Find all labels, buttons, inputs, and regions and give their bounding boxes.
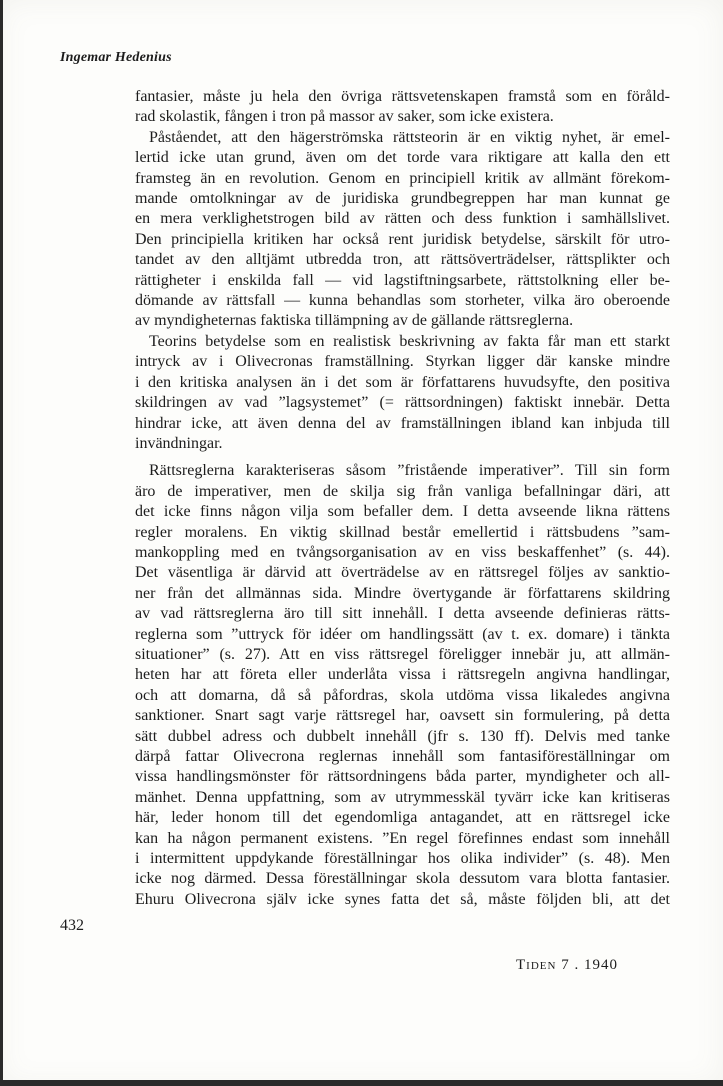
text-line: tandet av den alltjämt utbredda tron, att rättsöverträdelser, rättsplikter och	[135, 251, 670, 269]
scan-edge-left	[0, 0, 3, 1086]
text-line: kan ha någon permanent existens. ”En regel förefinnes endast som innehåll	[135, 829, 670, 847]
text-line: därpå fattar Olivecrona reglernas innehåll som fantasiföreställningar om	[135, 748, 670, 765]
body-text	[135, 87, 670, 910]
text-line: ner från det allmännas sida. Mindre övertygande är författarens skildring	[135, 584, 670, 602]
page-number: 432	[60, 917, 84, 934]
text-line: Teorins betydelse som en realistisk beskrivning av fakta får man ett starkt	[149, 332, 670, 350]
text-line: situationer” (s. 27). Att en viss rättsregel föreligger innebär ju, att allmän-	[135, 645, 670, 663]
text-line: regler moralens. En viktig skillnad består emellertid i rättsbudens ”sam-	[135, 523, 670, 541]
text-line: intryck av i Olivecronas framställning. Styrkan ligger där kanske mindre	[135, 353, 670, 371]
text-line: dömande av rättsfall — kunna behandlas som storheter, vilka äro oberoende	[135, 292, 670, 310]
text-line: i den kritiska analysen än i det som är författarens huvudsyfte, den positiva	[135, 373, 670, 391]
text-line: mande omtolkningar av de juridiska grundbegreppen har man kunnat ge	[135, 190, 670, 208]
text-line: mankoppling med en tvångsorganisation av en viss beskaffenhet” (s. 44).	[135, 543, 670, 561]
journal-issue: 7 . 1940	[561, 957, 618, 973]
text-line: skildringen av vad ”lagsystemet” (= rättsordningen) faktiskt innebär. Detta	[135, 394, 670, 412]
text-line: sanktioner. Snart sagt varje rättsregel har, oavsett sin formulering, på detta	[135, 707, 670, 725]
text-line: i intermittent uppdykande föreställningar hos olika individer” (s. 48). Men	[135, 850, 670, 868]
text-line: heten har att företa eller underlåta vissa i rättsregeln angivna handlingar,	[135, 666, 670, 684]
text-line: och att domarna, då så påfordras, skola utdöma vissa likaledes angivna	[135, 686, 670, 704]
journal-footer	[516, 957, 618, 974]
text-line: rad skolastik, fången i tron på massor av saker, som icke existera.	[135, 108, 554, 126]
text-line: icke nog därmed. Dessa föreställningar skola dessutom vara blotta fantasier.	[135, 870, 670, 888]
text-line: reglerna som ”uttryck för idéer om handlingssätt (av t. ex. domare) i tänkta	[135, 625, 670, 643]
scan-edge-bottom	[0, 1080, 723, 1086]
running-header-author: Ingemar Hedenius	[60, 50, 172, 65]
text-line: Påståendet, att den hägerströmska rättsteorin är en viktig nyhet, är emel-	[149, 128, 670, 146]
text-line: Det väsentliga är därvid att överträdelse av en rättsregel följes av sanktio-	[135, 564, 670, 582]
text-line: en mera verklighetstrogen bild av rätten och dess funktion i samhällslivet.	[135, 210, 670, 228]
text-line: det icke finns någon vilja som befaller dem. I detta avseende likna rättens	[135, 503, 670, 521]
text-line: av vad rättsreglerna äro till sitt innehåll. I detta avseende definieras rätts-	[135, 605, 670, 623]
text-line: mänhet. Denna uppfattning, som av utrymmesskäl tyvärr icke kan kritiseras	[135, 788, 670, 806]
text-line: Rättsreglerna karakteriseras såsom ”fristående imperativer”. Till sin form	[149, 462, 670, 480]
text-line: Den principiella kritiken har också rent juridisk betydelse, särskilt för utro-	[135, 230, 670, 248]
text-line: av myndigheternas faktiska tillämpning av de gällande rättsreglerna.	[135, 312, 574, 330]
text-line: Ehuru Olivecrona själv icke synes fatta det så, måste följden bli, att det	[135, 890, 670, 908]
text-line: sätt dubbel adress och dubbelt innehåll (jfr s. 130 ff). Delvis med tanke	[135, 727, 670, 745]
journal-name: Tiden	[516, 957, 557, 973]
text-line: lertid icke utan grund, även om det torde vara riktigare att kalla den ett	[135, 149, 670, 167]
text-line: här, leder honom till det egendomliga antagandet, att en rättsregel icke	[135, 809, 670, 827]
text-line: fantasier, måste ju hela den övriga rättsvetenskapen framstå som en föråld-	[135, 88, 670, 105]
text-line: hindrar icke, att även denna del av framställningen ibland kan inbjuda till	[135, 414, 670, 432]
text-line: vissa handlingsmönster för rättsordningens båda parter, myndigheter och all-	[135, 768, 670, 786]
text-line: rättigheter i enskilda fall — vid lagstiftningsarbete, rättstolkning eller be-	[135, 271, 670, 289]
text-line: invändningar.	[135, 434, 223, 452]
text-line: äro de imperativer, men de skilja sig från vanliga befallningar däri, att	[135, 482, 670, 500]
text-line: framsteg än en revolution. Genom en principiell kritik av allmänt förekom-	[135, 169, 670, 187]
